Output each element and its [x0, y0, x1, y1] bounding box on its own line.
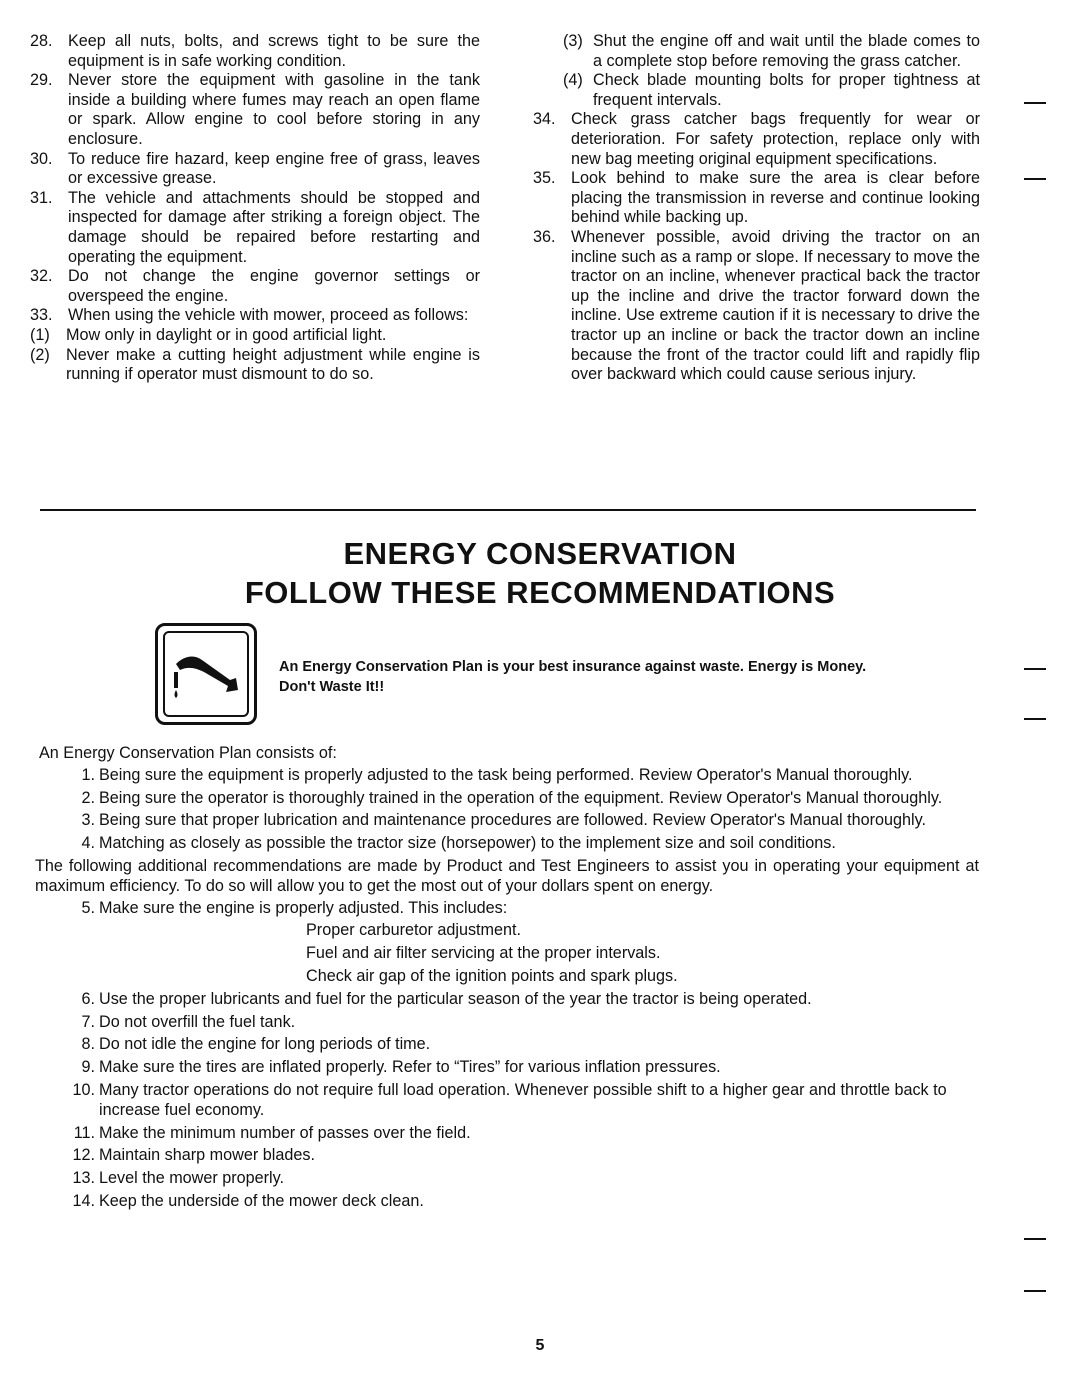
rule-item: 30. To reduce fire hazard, keep engine free of grass, leaves or excessive grease.	[30, 149, 480, 188]
rule-item: 34. Check grass catcher bags frequently for wear or deterioration. For safety protection, replace only with new bag meeting original equipment specifications.	[533, 110, 980, 168]
engine-adjustment-list	[39, 921, 979, 986]
list-item: 1. Being sure the equipment is properly adjusted to the task being performed. Review Operator's Manual thoroughly.	[81, 765, 913, 784]
list-item: 7. Do not overfill the fuel tank.	[81, 1012, 296, 1031]
rule-item: 28. Keep all nuts, bolts, and screws tight to be sure the equipment is in safe working condition.	[30, 32, 480, 70]
margin-mark	[1024, 178, 1046, 180]
fuel-nozzle-icon	[170, 644, 246, 700]
rule-item: 33. When using the vehicle with mower, proceed as follows:	[30, 306, 469, 325]
rule-item: 35. Look behind to make sure the area is clear before placing the transmission in reverse and continue looking behind while backing up.	[533, 169, 980, 227]
section-subtitle: FOLLOW THESE RECOMMENDATIONS	[244, 575, 836, 610]
list-item: 10. Many tractor operations do not require full load operation. Whenever possible shift to a higher gear and throttle back to increase fuel economy.	[72, 1080, 947, 1119]
additional-paragraph: The following additional recommendations are made by Product and Test Engineers to assist you in operating your equipment at maximum efficiency. To do so will allow you to get the most out of your dollars spent on energy.	[35, 856, 979, 895]
list-item: 12. Maintain sharp mower blades.	[72, 1146, 315, 1165]
energy-callout: An Energy Conservation Plan is your best insurance against waste. Energy is Money. Don't Waste It!!	[279, 659, 867, 695]
margin-mark	[1024, 1238, 1046, 1240]
rule-item: 36. Whenever possible, avoid driving the tractor on an incline such as a ramp or slope. If necessary to move the tractor on an incline, whenever practical back the tractor up the incline and drive the tractor forward down the incline. Use extreme caution if it is necessary to drive the tractor up an incline or back the tractor down an incline because the front of the tractor could lift and rapidly flip over backward which could cause serious injury.	[533, 227, 980, 384]
sub-list-item: Check air gap of the ignition points and spark plugs.	[306, 966, 678, 985]
list-item: 8. Do not idle the engine for long periods of time.	[81, 1035, 431, 1054]
rule-item: 31. The vehicle and attachments should be stopped and inspected for damage after striking a foreign object. The damage should be repaired before restarting and operating the equipment.	[30, 188, 480, 266]
sub-list-item: Proper carburetor adjustment.	[306, 921, 522, 940]
margin-mark	[1024, 718, 1046, 720]
sub-list-item: Fuel and air filter servicing at the proper intervals.	[306, 944, 661, 963]
right-column	[533, 32, 980, 385]
energy-plan	[35, 744, 979, 1215]
margin-mark	[1024, 1290, 1046, 1292]
list-item: 11. Make the minimum number of passes over the field.	[73, 1123, 471, 1142]
left-column	[30, 32, 480, 385]
page-number: 5	[535, 1337, 545, 1354]
margin-mark	[1024, 668, 1046, 670]
list-item: 6. Use the proper lubricants and fuel for the particular season of the year the tractor is being operated.	[81, 989, 812, 1008]
list-item: 4. Matching as closely as possible the tractor size (horsepower) to the implement size and soil conditions.	[81, 834, 836, 853]
list-item: 9. Make sure the tires are inflated properly. Refer to “Tires” for various inflation pressures.	[81, 1058, 721, 1077]
list-item: 5. Make sure the engine is properly adjusted. This includes:	[81, 898, 508, 917]
sub-item: (2) Never make a cutting height adjustment while engine is running if operator must dismount to do so.	[30, 345, 480, 384]
list-item: 14. Keep the underside of the mower deck clean.	[72, 1191, 424, 1210]
list-item: 3. Being sure that proper lubrication and maintenance procedures are followed. Review Operator's Manual thoroughly.	[81, 811, 927, 830]
plan-intro: An Energy Conservation Plan consists of:	[39, 744, 337, 762]
energy-icon-box	[155, 623, 257, 725]
margin-mark	[1024, 102, 1046, 104]
sub-item: (1) Mow only in daylight or in good artificial light.	[30, 325, 387, 344]
list-item: 2. Being sure the operator is thoroughly trained in the operation of the equipment. Review Operator's Manual thoroughly.	[81, 788, 943, 807]
section-title: ENERGY CONSERVATION	[343, 536, 737, 571]
list-item: 13. Level the mower properly.	[72, 1169, 285, 1188]
sub-item: (4) Check blade mounting bolts for proper tightness at frequent intervals.	[563, 71, 980, 109]
rule-item: 32. Do not change the engine governor settings or overspeed the engine.	[30, 267, 480, 305]
section-divider	[40, 509, 976, 511]
sub-item: (3) Shut the engine off and wait until the blade comes to a complete stop before removing the grass catcher.	[563, 32, 980, 70]
rule-item: 29. Never store the equipment with gasoline in the tank inside a building where fumes may reach an open flame or spark. Allow engine to cool before storing in any enclosure.	[30, 71, 480, 148]
